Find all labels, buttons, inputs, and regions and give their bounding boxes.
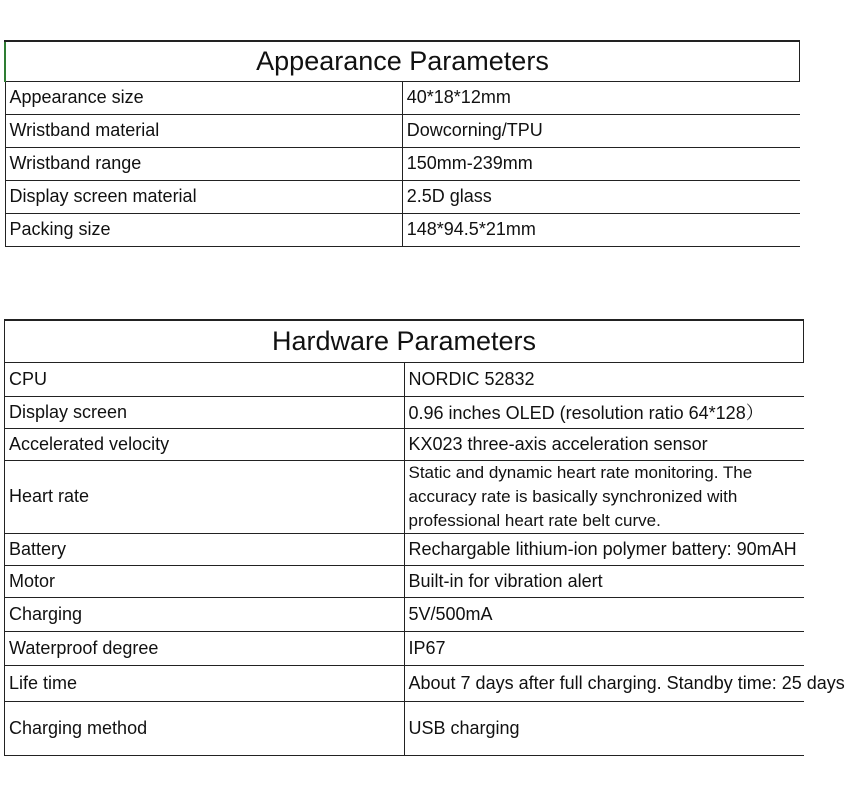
row-value: Static and dynamic heart rate monitoring. The accuracy rate is basically synchronized with professional heart rate belt curve. xyxy=(404,460,804,533)
row-label: Wristband range xyxy=(5,147,402,180)
row-value: 5V/500mA xyxy=(404,597,804,631)
row-value: About 7 days after full charging. Standby time: 25 days xyxy=(404,665,804,701)
table-row xyxy=(5,81,800,114)
appearance-parameters-table xyxy=(4,40,800,247)
table-row xyxy=(5,362,804,396)
row-value: KX023 three-axis acceleration sensor xyxy=(404,428,804,460)
table-row xyxy=(5,213,800,246)
table-row xyxy=(5,180,800,213)
table-row xyxy=(5,460,804,533)
table-row xyxy=(5,396,804,428)
table-row xyxy=(5,147,800,180)
row-value: USB charging xyxy=(404,701,804,755)
table-row xyxy=(5,597,804,631)
table-row xyxy=(5,701,804,755)
row-label: Accelerated velocity xyxy=(5,428,405,460)
table-row xyxy=(5,665,804,701)
row-label: CPU xyxy=(5,362,405,396)
table-row xyxy=(5,565,804,597)
table-header-row xyxy=(5,320,804,362)
row-label: Waterproof degree xyxy=(5,631,405,665)
row-value: 0.96 inches OLED (resolution ratio 64*128） xyxy=(404,396,804,428)
table-row xyxy=(5,428,804,460)
row-label: Life time xyxy=(5,665,405,701)
appearance-title: Appearance Parameters xyxy=(5,41,800,81)
table-row xyxy=(5,533,804,565)
row-label: Wristband material xyxy=(5,114,402,147)
row-label: Appearance size xyxy=(5,81,402,114)
row-label: Charging xyxy=(5,597,405,631)
row-value: 148*94.5*21mm xyxy=(402,213,799,246)
row-value: NORDIC 52832 xyxy=(404,362,804,396)
row-value: 150mm-239mm xyxy=(402,147,799,180)
row-value: Dowcorning/TPU xyxy=(402,114,799,147)
row-label: Motor xyxy=(5,565,405,597)
row-label: Charging method xyxy=(5,701,405,755)
table-header-row xyxy=(5,41,800,81)
table-row xyxy=(5,631,804,665)
row-label: Heart rate xyxy=(5,460,405,533)
row-label: Display screen xyxy=(5,396,405,428)
row-value: Built-in for vibration alert xyxy=(404,565,804,597)
row-value: 2.5D glass xyxy=(402,180,799,213)
table-row xyxy=(5,114,800,147)
row-label: Display screen material xyxy=(5,180,402,213)
row-label: Packing size xyxy=(5,213,402,246)
row-value: 40*18*12mm xyxy=(402,81,799,114)
row-value: IP67 xyxy=(404,631,804,665)
row-value: Rechargable lithium-ion polymer battery: 90mAH xyxy=(404,533,804,565)
hardware-parameters-table xyxy=(4,319,845,756)
hardware-title: Hardware Parameters xyxy=(5,320,804,362)
row-label: Battery xyxy=(5,533,405,565)
